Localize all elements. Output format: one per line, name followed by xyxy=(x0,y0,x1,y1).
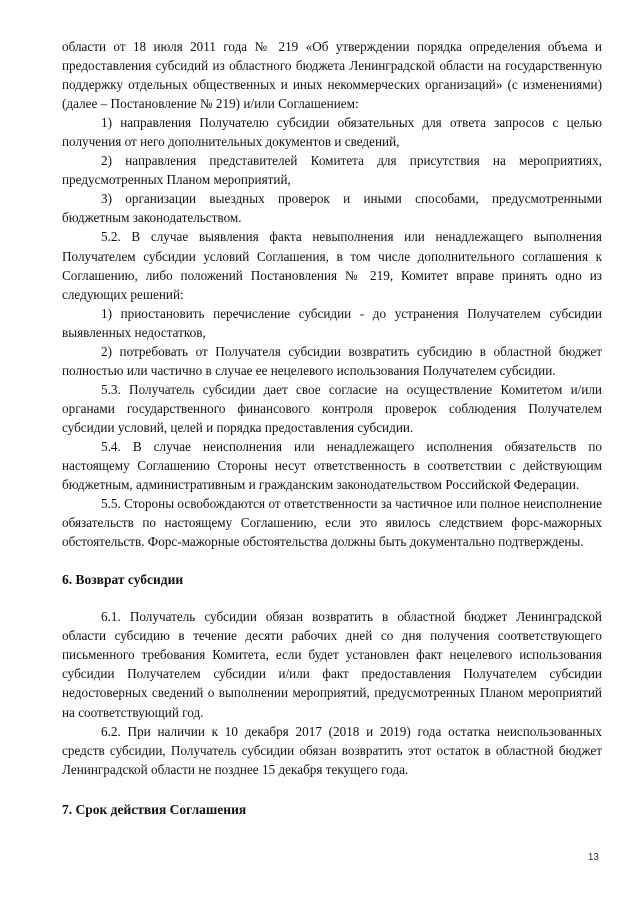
clause-5-3: 5.3. Получатель субсидии дает свое согласие на осуществление Комитетом и/или органами государственного финансового контроля проверок соблюдения Получателем субсидии условий, целей и порядка предоставления субсидии. xyxy=(62,381,602,435)
page-number: 13 xyxy=(587,852,599,863)
clause-5-2: 5.2. В случае выявления факта невыполнения или ненадлежащего выполнения Получателем субсидии условий Соглашения, в том числе дополнительного соглашения к Соглашению, либо положений Постановления № 219, Комитет вправе принять одно из следующих решений: xyxy=(62,229,602,302)
section-7-heading: 7. Срок действия Соглашения xyxy=(62,801,247,817)
clause-5-5: 5.5. Стороны освобождаются от ответственности за частичное или полное неисполнение обязательств по настоящему Соглашению, если это явилось следствием форс-мажорных обстоятельств. Форс-мажорные обстоятельства должны быть документально подтверждены. xyxy=(62,496,602,550)
list-item-vozvrat: 2) потребовать от Получателя субсидии возвратить субсидию в областной бюджет полностью или частично в случае ее нецелевого использования Получателем субсидии. xyxy=(62,343,602,378)
list-item-proverki: 3) организации выездных проверок и иными способами, предусмотренными бюджетным законодательством. xyxy=(62,191,602,226)
list-item-priostanovit: 1) приостановить перечисление субсидии - до устранения Получателем субсидии выявленных недостатков, xyxy=(62,305,602,340)
list-item-zaprosy: 1) направления Получателю субсидии обязательных для ответа запросов с целью получения от него дополнительных документов и сведений, xyxy=(62,115,602,150)
document-body xyxy=(62,37,602,819)
section-6-heading: 6. Возврат субсидии xyxy=(62,572,184,588)
clause-5-4: 5.4. В случае неисполнения или ненадлежащего исполнения обязательств по настоящему Соглашению Стороны несут ответственность в соответствии с действующим бюджетным, административным и гражданским законодательством Российской Федерации. xyxy=(62,438,602,493)
paragraph-postanovlenie-219: области от 18 июля 2011 года № 219 «Об утверждении порядка определения объема и предоставления субсидий из областного бюджета Ленинградской области на государственную поддержку отдельных общественных и иных некоммерческих организаций» (с изменениями) (далее – Постановление № 219) и/или Соглашением: xyxy=(62,39,602,112)
clause-6-2: 6.2. При наличии к 10 декабря 2017 (2018 и 2019) года остатка неиспользованных средств субсидии, Получатель субсидии обязан возвратить этот остаток в областной бюджет Ленинградской области не позднее 15 декабря текущего года. xyxy=(62,723,602,777)
clause-6-1: 6.1. Получатель субсидии обязан возвратить в областной бюджет Ленинградской области субсидию в течение десяти рабочих дней со дня получения соответствующего письменного требования Комитета, если будет установлен факт нецелевого использования субсидии Получателем субсидии и/или факт предоставления Получателем субсидии недостоверных сведений о выполнении мероприятий, предусмотренных Планом мероприятий на соответствующий год. xyxy=(62,609,602,720)
list-item-predstaviteli: 2) направления представителей Комитета для присутствия на мероприятиях, предусмотренных Планом мероприятий, xyxy=(62,153,602,188)
